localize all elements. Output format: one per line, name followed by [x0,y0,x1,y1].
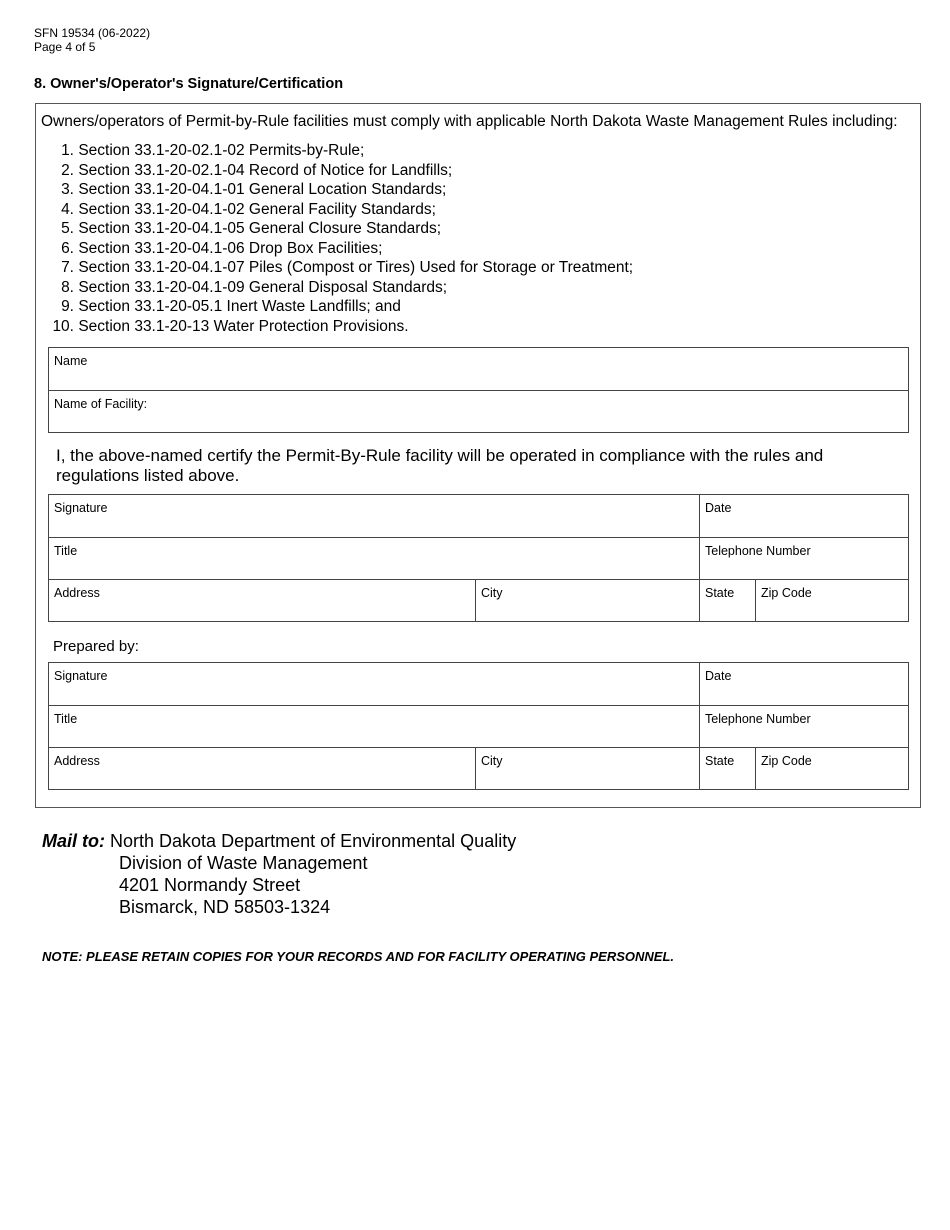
preparer-city-field[interactable] [475,747,699,789]
rule-item: 10. Section 33.1-20-13 Water Protection Provisions. [52,317,409,335]
name-label: Name [54,354,88,368]
owner-city-field[interactable] [475,579,699,621]
owner-zip-field[interactable] [755,579,908,621]
owner-title-label: Title [54,544,78,558]
preparer-telephone-label: Telephone Number [705,712,811,726]
rule-item: 7. Section 33.1-20-04.1-07 Piles (Compost or Tires) Used for Storage or Treatment; [61,259,634,276]
mail-line-3: 4201 Normandy Street [119,875,301,895]
preparer-title-field[interactable] [49,705,699,747]
mail-line-2: Division of Waste Management [119,853,368,873]
mail-line-4: Bismarck, ND 58503-1324 [119,897,331,917]
rule-item: 9. Section 33.1-20-05.1 Inert Waste Landfills; and [61,298,401,315]
rule-item: 3. Section 33.1-20-04.1-01 General Location Standards; [61,181,447,198]
owner-city-label: City [481,586,503,600]
owner-signature-table [48,494,909,622]
preparer-address-label: Address [54,754,100,768]
preparer-address-field[interactable] [49,747,475,789]
intro-text: Owners/operators of Permit-by-Rule facilities must comply with applicable North Dakota Waste Management Rules including: [41,113,898,130]
preparer-state-label: State [705,754,735,768]
mailing-address [42,830,516,918]
mail-to-label: Mail to: [42,831,105,851]
preparer-title-label: Title [54,712,78,726]
rules-list [40,141,633,336]
preparer-signature-table [48,662,909,790]
preparer-city-label: City [481,754,503,768]
owner-zip-label: Zip Code [761,586,812,600]
owner-telephone-label: Telephone Number [705,544,811,558]
owner-signature-label: Signature [54,501,108,515]
preparer-state-field[interactable] [699,747,755,789]
owner-telephone-field[interactable] [699,537,908,579]
rule-item: 1. Section 33.1-20-02.1-02 Permits-by-Rule; [61,142,365,159]
prepared-by-label: Prepared by: [53,638,139,655]
owner-address-field[interactable] [49,579,475,621]
preparer-date-field[interactable] [699,663,908,705]
mail-line-1: North Dakota Department of Environmental Quality [110,831,517,851]
rule-item: 8. Section 33.1-20-04.1-09 General Disposal Standards; [61,278,448,296]
owner-address-label: Address [54,586,100,600]
owner-state-label: State [705,586,735,600]
owner-state-field[interactable] [699,579,755,621]
form-id: SFN 19534 (06-2022) [34,26,151,40]
owner-date-label: Date [705,501,732,515]
preparer-zip-field[interactable] [755,747,908,789]
preparer-signature-label: Signature [54,669,108,683]
facility-name-field[interactable] [49,390,908,432]
owner-signature-field[interactable] [49,495,699,537]
preparer-signature-field[interactable] [49,663,699,705]
page-number: Page 4 of 5 [34,39,96,54]
facility-name-label: Name of Facility: [54,397,148,411]
preparer-telephone-field[interactable] [699,705,908,747]
rule-item: 4. Section 33.1-20-04.1-02 General Facility Standards; [61,200,436,218]
preparer-date-label: Date [705,669,732,683]
owner-date-field[interactable] [699,495,908,537]
rule-item: 6. Section 33.1-20-04.1-06 Drop Box Facilities; [61,239,383,257]
certification-statement: I, the above-named certify the Permit-By-Rule facility will be operated in compliance with the rules and regulations listed above. [56,446,824,485]
preparer-zip-label: Zip Code [761,754,812,768]
facility-fields-table [48,347,909,433]
name-field[interactable] [49,348,908,390]
owner-title-field[interactable] [49,537,699,579]
rule-item: 2. Section 33.1-20-02.1-04 Record of Notice for Landfills; [61,161,453,179]
rule-item: 5. Section 33.1-20-04.1-05 General Closure Standards; [61,220,442,237]
section-heading: 8. Owner's/Operator's Signature/Certification [34,76,344,92]
retention-note: NOTE: PLEASE RETAIN COPIES FOR YOUR RECORDS AND FOR FACILITY OPERATING PERSONNEL. [42,949,674,964]
form-header [34,27,150,54]
